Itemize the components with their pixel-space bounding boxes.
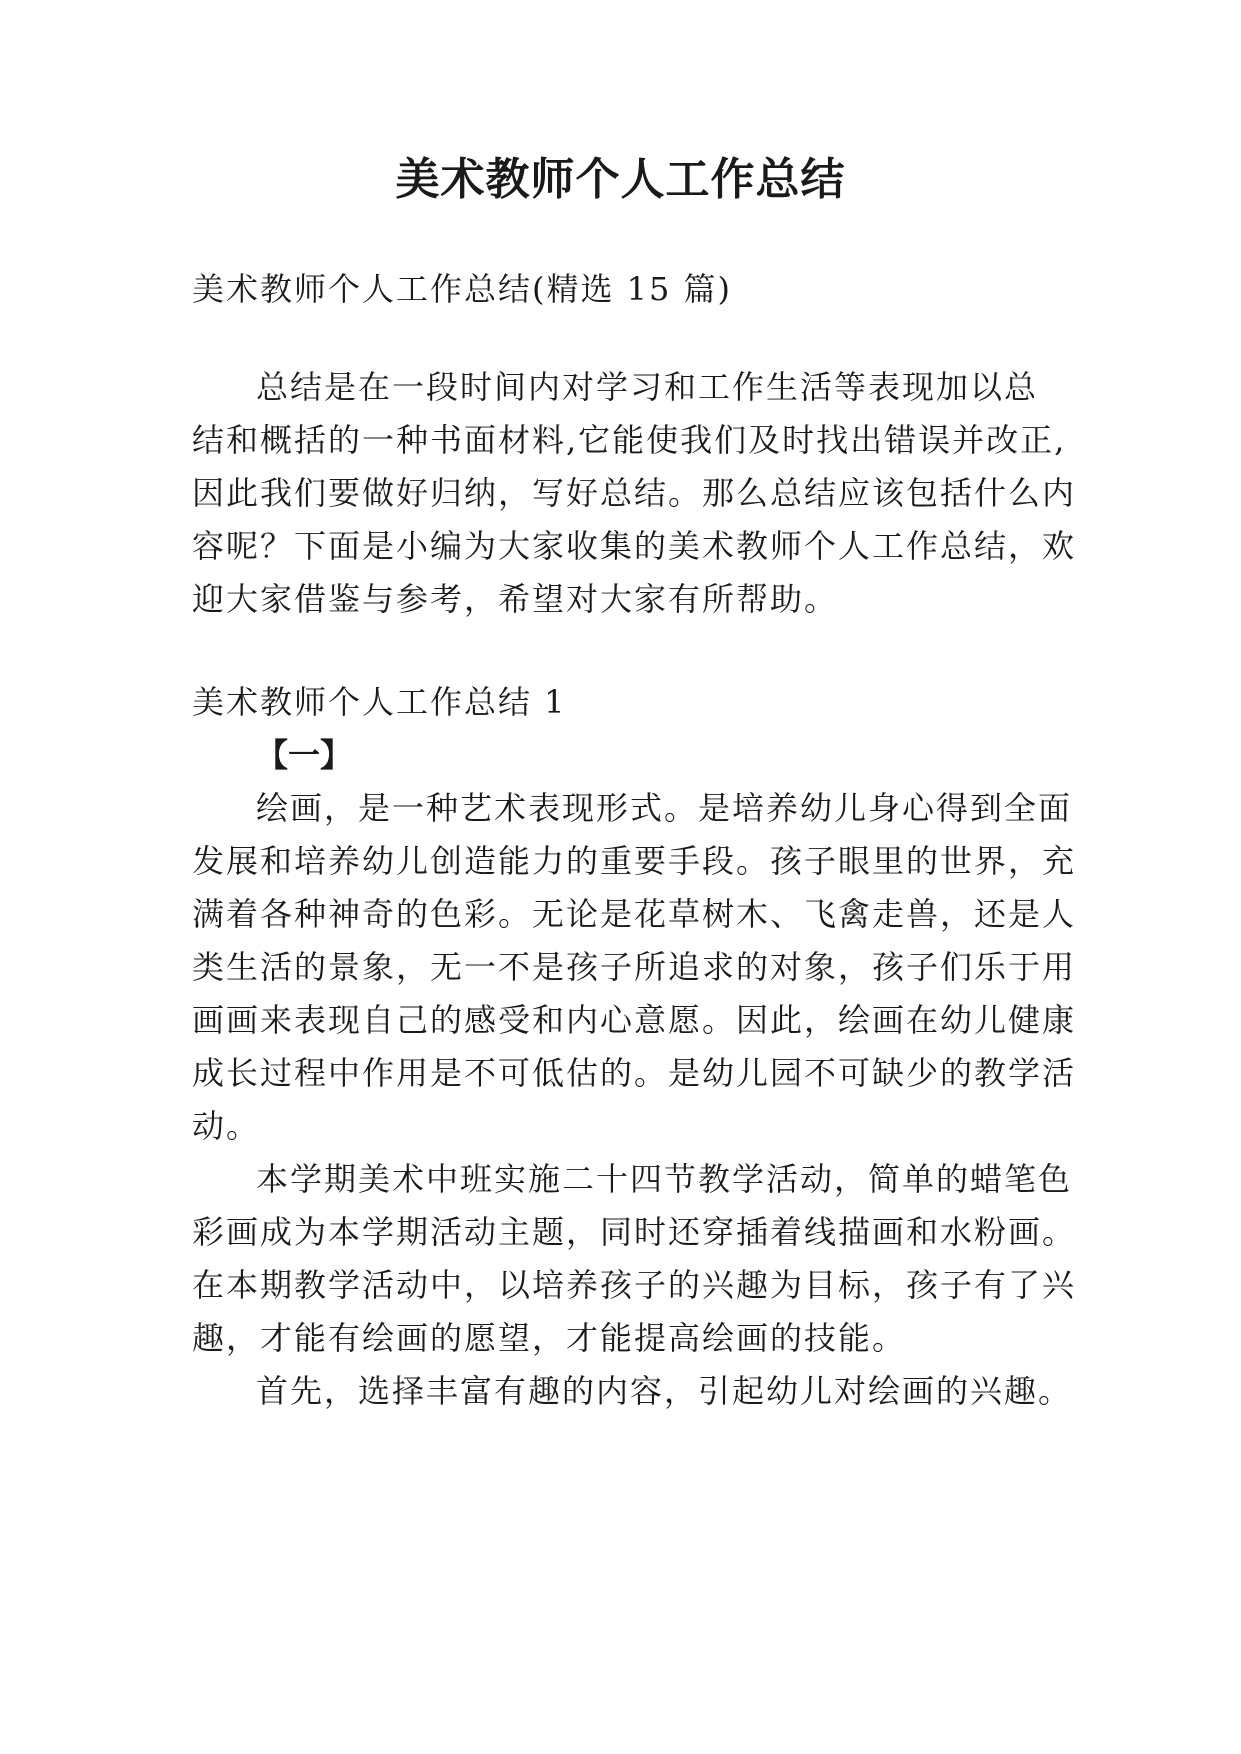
- part-label: 【一】: [256, 736, 353, 774]
- intro-line: 结和概括的一种书面材料,它能使我们及时找出错误并改正,: [192, 421, 1067, 459]
- intro-line: 迎大家借鉴与参考，希望对大家有所帮助。: [192, 580, 839, 618]
- paragraph-line: 类生活的景象，无一不是孩子所追求的对象，孩子们乐于用: [192, 948, 1077, 986]
- document-subtitle: 美术教师个人工作总结(精选 15 篇): [192, 270, 733, 308]
- document-title: 美术教师个人工作总结: [395, 154, 846, 205]
- paragraph-line: 发展和培养幼儿创造能力的重要手段。孩子眼里的世界，充: [192, 842, 1077, 880]
- paragraph-line: 趣，才能有绘画的愿望，才能提高绘画的技能。: [192, 1319, 907, 1357]
- intro-line: 因此我们要做好归纳，写好总结。那么总结应该包括什么内: [192, 474, 1077, 512]
- paragraph-line: 满着各种神奇的色彩。无论是花草树木、飞禽走兽，还是人: [192, 895, 1077, 933]
- intro-line: 总结是在一段时间内对学习和工作生活等表现加以总: [256, 368, 1039, 406]
- paragraph-line: 成长过程中作用是不可低估的。是幼儿园不可缺少的教学活: [192, 1054, 1077, 1092]
- paragraph-line: 绘画，是一种艺术表现形式。是培养幼儿身心得到全面: [256, 789, 1073, 827]
- paragraph-line: 动。: [192, 1107, 261, 1145]
- paragraph-line: 首先，选择丰富有趣的内容，引起幼儿对绘画的兴趣。: [256, 1372, 1073, 1410]
- paragraph-line: 彩画成为本学期活动主题，同时还穿插着线描画和水粉画。: [192, 1213, 1077, 1251]
- section-heading: 美术教师个人工作总结 1: [192, 683, 567, 721]
- paragraph-line: 画画来表现自己的感受和内心意愿。因此，绘画在幼儿健康: [192, 1001, 1077, 1039]
- paragraph-line: 本学期美术中班实施二十四节教学活动，简单的蜡笔色: [256, 1160, 1073, 1198]
- intro-line: 容呢？下面是小编为大家收集的美术教师个人工作总结，欢: [192, 527, 1077, 565]
- paragraph-line: 在本期教学活动中，以培养孩子的兴趣为目标，孩子有了兴: [192, 1266, 1077, 1304]
